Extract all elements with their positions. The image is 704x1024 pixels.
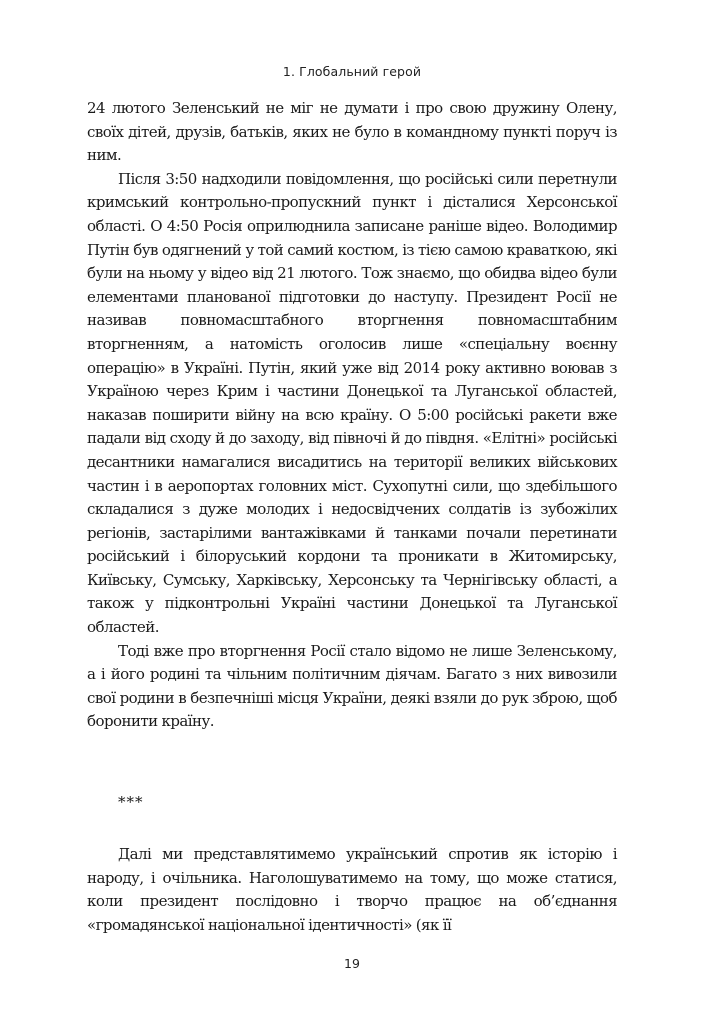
paragraph-4: Далі ми представлятимемо український спротив як історію і народу, і очільника. Наголошуватимемо на тому, що може статися, коли президент послідовно і творчо працює на об’єднання «громадянської національної ідентичності» (як її bbox=[87, 845, 617, 934]
main-text bbox=[87, 97, 617, 734]
paragraph-3: Тоді вже про вторгнення Росії стало відомо не лише Зеленському, а і його родині та чільним політичним діячам. Багато з них вивозили свої родини в безпечніші місця України, деякі взяли до рук зброю, щоб боронити країну. bbox=[87, 641, 617, 731]
running-header: 1. Глобальний герой bbox=[282, 64, 422, 79]
continuation-text bbox=[87, 843, 617, 937]
section-separator: *** bbox=[118, 793, 144, 811]
page-number: 19 bbox=[344, 956, 360, 971]
paragraph-1: 24 лютого Зеленський не міг не думати і про свою дружину Олену, своїх дітей, друзів, батьків, яких не було в командному пункті поруч із ним. bbox=[87, 99, 617, 165]
paragraph-2: Після 3:50 надходили повідомлення, що російські сили перетнули кримський контрольно-пропускний пункт і дісталися Херсонської області. О 4:50 Росія оприлюднила записане раніше відео. Володимир Путін був одягнений у той самий костюм, із тією самою краваткою, які були на ньому у відео від 21 лютого. Тож знаємо, що обидва відео були елементами планованої підготовки до наступу. Президент Росії не називав повномасштабного вторгнення повномасштабним вторгненням, а натомість оголосив лише «спеціальну воєнну операцію» в Україні. Путін, який уже від 2014 року активно воював з Україною через Крим і частини Донецької та Луганської областей, наказав поширити війну на всю країну. О 5:00 російські ракети вже падали від сходу й до заходу, від півночі й до півдня. «Елітні» російські десантники намагалися висадитись на території великих військових частин і в аеропортах головних міст. Сухопутні сили, що здебільшого складалися з дуже молодих і недосвідчених солдатів із зубожілих регіонів, застарілими вантажівками й танками почали перетинати російський і білоруський кордони та проникати в Житомирську, Київську, Сумську, Харківську, Херсонську та Чернігівську області, а також у підконтрольні Україні частини Донецької та Луганської областей. bbox=[87, 169, 617, 637]
